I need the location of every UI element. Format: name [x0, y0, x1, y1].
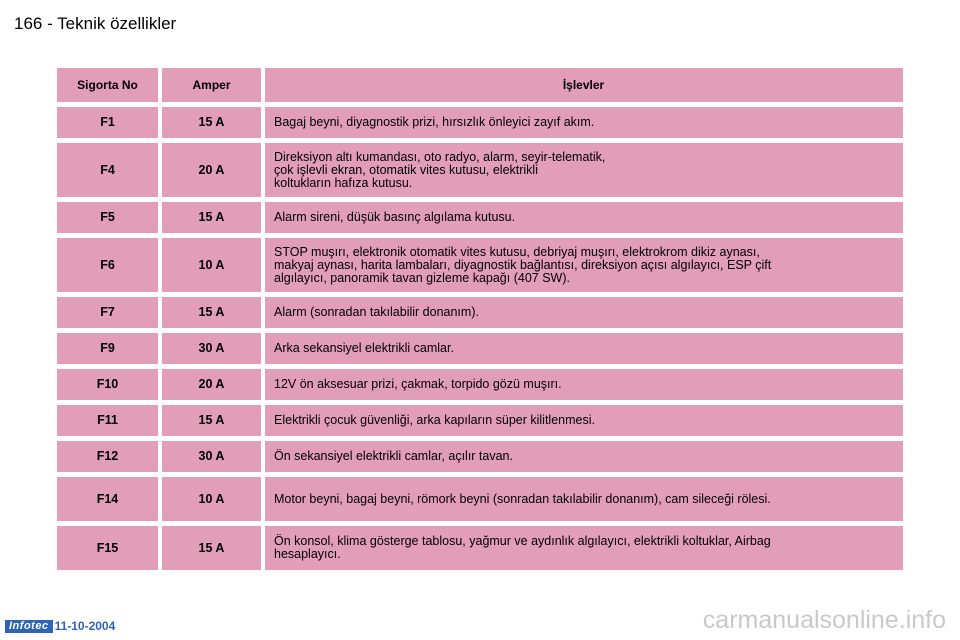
print-date: 11-10-2004	[54, 619, 116, 633]
function-line: makyaj aynası, harita lambaları, diyagnostik bağlantısı, direksiyon açısı algılayıcı, ESP çift	[274, 257, 772, 272]
fuse-number: F6	[57, 238, 158, 292]
function-line: Ön sekansiyel elektrikli camlar, açılır tavan.	[274, 449, 513, 463]
fuse-functions	[265, 526, 903, 570]
fuse-functions	[265, 405, 903, 436]
fuse-amperage: 20 A	[162, 143, 261, 197]
page-title: 166 - Teknik özellikler	[14, 14, 177, 33]
fuse-amperage: 10 A	[162, 477, 261, 521]
fuse-amperage: 15 A	[162, 526, 261, 570]
function-line: Elektrikli çocuk güvenliği, arka kapıların süper kilitlenmesi.	[274, 413, 595, 427]
table-row	[57, 238, 903, 292]
table-row	[57, 143, 903, 197]
fuse-amperage: 30 A	[162, 441, 261, 472]
fuse-number: F11	[57, 405, 158, 436]
fuse-number: F14	[57, 477, 158, 521]
table-row	[57, 297, 903, 328]
fuse-amperage: 15 A	[162, 202, 261, 233]
fuse-amperage: 15 A	[162, 107, 261, 138]
function-line: Ön konsol, klima gösterge tablosu, yağmur ve aydınlık algılayıcı, elektrikli koltuklar, Airbag	[274, 534, 771, 548]
function-line: koltukların hafıza kutusu.	[274, 175, 413, 190]
function-line: Arka sekansiyel elektrikli camlar.	[274, 341, 454, 355]
table-row	[57, 405, 903, 436]
fuse-amperage: 15 A	[162, 297, 261, 328]
table-row	[57, 202, 903, 233]
function-line: STOP muşırı, elektronik otomatik vites kutusu, debriyaj muşırı, elektrokrom dikiz aynası,	[274, 244, 760, 259]
function-line: 12V ön aksesuar prizi, çakmak, torpido gözü muşırı.	[274, 377, 562, 391]
fuse-amperage: 10 A	[162, 238, 261, 292]
fuse-number: F15	[57, 526, 158, 570]
fuse-functions	[265, 297, 903, 328]
fuse-number: F1	[57, 107, 158, 138]
fuse-functions	[265, 202, 903, 233]
fuse-number: F10	[57, 369, 158, 400]
fuse-number: F7	[57, 297, 158, 328]
watermark: carmanualsonline.info	[702, 606, 946, 634]
fuse-functions	[265, 107, 903, 138]
function-line: Direksiyon altı kumandası, oto radyo, alarm, seyir-telematik,	[274, 149, 606, 164]
fuse-number: F5	[57, 202, 158, 233]
fuse-functions	[265, 333, 903, 364]
fuse-functions	[265, 238, 903, 292]
function-line: Bagaj beyni, diyagnostik prizi, hırsızlık önleyici zayıf akım.	[274, 115, 595, 129]
fuse-functions	[265, 441, 903, 472]
function-line: algılayıcı, panoramik tavan gizleme kapağı (407 SW).	[274, 270, 570, 285]
fuse-number: F9	[57, 333, 158, 364]
function-line: Alarm sireni, düşük basınç algılama kutusu.	[274, 210, 516, 224]
function-line: hesaplayıcı.	[274, 547, 341, 561]
fuse-table	[57, 68, 903, 570]
table-header-row	[57, 68, 903, 102]
fuse-functions	[265, 369, 903, 400]
infotec-logo: Infotec	[5, 620, 53, 633]
fuse-number: F12	[57, 441, 158, 472]
column-header-amper: Amper	[162, 68, 261, 102]
fuse-functions	[265, 143, 903, 197]
fuse-amperage: 30 A	[162, 333, 261, 364]
table-row	[57, 477, 903, 521]
fuse-amperage: 20 A	[162, 369, 261, 400]
table-row	[57, 107, 903, 138]
table-row	[57, 441, 903, 472]
fuse-amperage: 15 A	[162, 405, 261, 436]
column-header-functions: İşlevler	[265, 68, 903, 102]
fuse-functions	[265, 477, 903, 521]
function-line: Motor beyni, bagaj beyni, römork beyni (sonradan takılabilir donanım), cam sileceği rölesi.	[274, 491, 771, 506]
column-header-fuse-no: Sigorta No	[57, 68, 158, 102]
footer-badge	[5, 620, 115, 633]
fuse-number: F4	[57, 143, 158, 197]
table-row	[57, 369, 903, 400]
function-line: çok işlevli ekran, otomatik vites kutusu, elektrikli	[274, 162, 538, 177]
table-row	[57, 333, 903, 364]
table-row	[57, 526, 903, 570]
function-line: Alarm (sonradan takılabilir donanım).	[274, 305, 479, 319]
